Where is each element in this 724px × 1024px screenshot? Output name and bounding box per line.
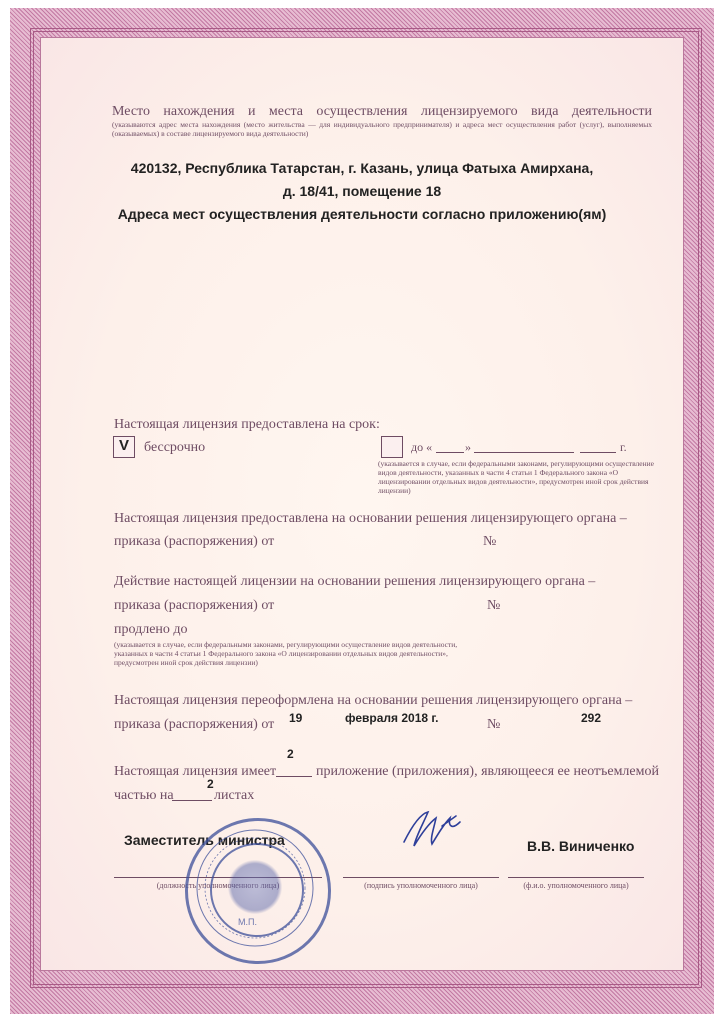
- appendix-sheets-line: [172, 800, 212, 801]
- appendix-line-1-prefix: Настоящая лицензия имеет: [114, 764, 277, 779]
- until-prefix: до «: [411, 440, 433, 454]
- basis-number-sign: №: [483, 534, 497, 549]
- indefinite-label: бессрочно: [144, 440, 206, 455]
- signer-name: В.В. Виниченко: [527, 838, 635, 854]
- name-line: [508, 877, 644, 878]
- until-month-line: [474, 452, 574, 453]
- stamp-emblem-icon: [228, 859, 282, 915]
- extension-line-1: Действие настоящей лицензии на основании решения лицензирующего органа –: [114, 574, 596, 589]
- signer-position: Заместитель министра: [124, 832, 285, 848]
- extension-line-2: приказа (распоряжения) от: [114, 598, 275, 613]
- until-note: (указывается в случае, если федеральными законами, регулирующими осуществление видов деятельности, указанных в части 4 статьи 1 Федерального закона «О лицензировании отдельных видов деятельности», предусмотрен иной срок действия лицензии): [378, 459, 654, 495]
- extension-note: (указывается в случае, если федеральными законами, регулирующими осуществление видов деятельности, указанных в части 4 статьи 1 Федерального закона «О лицензировании отдельных видов деятельности», предусмотрен иной срок действия лицензии): [114, 640, 458, 667]
- indefinite-checkbox[interactable]: [113, 436, 135, 458]
- until-checkbox[interactable]: [381, 436, 403, 458]
- appendix-line-1-suffix: приложение (приложения), являющееся ее неотъемлемой: [316, 764, 659, 779]
- reissue-month-year: февраля 2018 г.: [345, 711, 439, 725]
- signature-line: [343, 877, 499, 878]
- extension-number-sign: №: [487, 598, 501, 613]
- appendix-sheets-count: 2: [207, 777, 214, 791]
- basis-line-2: приказа (распоряжения) от: [114, 534, 275, 549]
- reissue-line-2: приказа (распоряжения) от: [114, 717, 275, 732]
- reissue-line-1: Настоящая лицензия переоформлена на основании решения лицензирующего органа –: [114, 693, 633, 708]
- header-note: (указываются адрес места нахождения (место жительства — для индивидуального предпринимателя) и адреса мест осуществления работ (услуг), выполняемых (оказываемых) в составе лицензируемого вида деятельности): [112, 120, 652, 138]
- caption-position: (должность уполномоченного лица): [156, 881, 280, 890]
- handwritten-signature: [398, 806, 468, 856]
- caption-name: (ф.и.о. уполномоченного лица): [523, 881, 629, 890]
- term-label: Настоящая лицензия предоставлена на срок:: [114, 417, 380, 432]
- appendix-line-2-prefix: частью на: [114, 788, 174, 803]
- address-line-3: Адреса мест осуществления деятельности согласно приложению(ям): [117, 206, 607, 222]
- until-day-line: [436, 452, 464, 453]
- until-year-line: [580, 452, 616, 453]
- appendix-count: 2: [287, 747, 294, 761]
- extended-until-label: продлено до: [114, 622, 188, 637]
- reissue-number-sign: №: [487, 717, 501, 732]
- reissue-day: 19: [289, 711, 303, 725]
- address-line-1: 420132, Республика Татарстан, г. Казань, улица Фатыха Амирхана,: [130, 160, 594, 176]
- address-line-2: д. 18/41, помещение 18: [282, 183, 442, 199]
- header-title: Место нахождения и места осуществления лицензируемого вида деятельности: [112, 104, 652, 119]
- check-mark: V: [119, 437, 130, 454]
- caption-signature: (подпись уполномоченного лица): [364, 881, 478, 890]
- stamp-seal-text: М.П.: [238, 917, 257, 927]
- appendix-count-line: [276, 776, 312, 777]
- appendix-line-2-suffix: листах: [214, 788, 255, 803]
- basis-line-1: Настоящая лицензия предоставлена на основании решения лицензирующего органа –: [114, 511, 627, 526]
- official-stamp: [185, 818, 331, 964]
- until-mid: »: [465, 440, 471, 454]
- paper-field: [41, 38, 683, 970]
- until-suffix: г.: [620, 440, 627, 454]
- reissue-number: 292: [581, 711, 602, 725]
